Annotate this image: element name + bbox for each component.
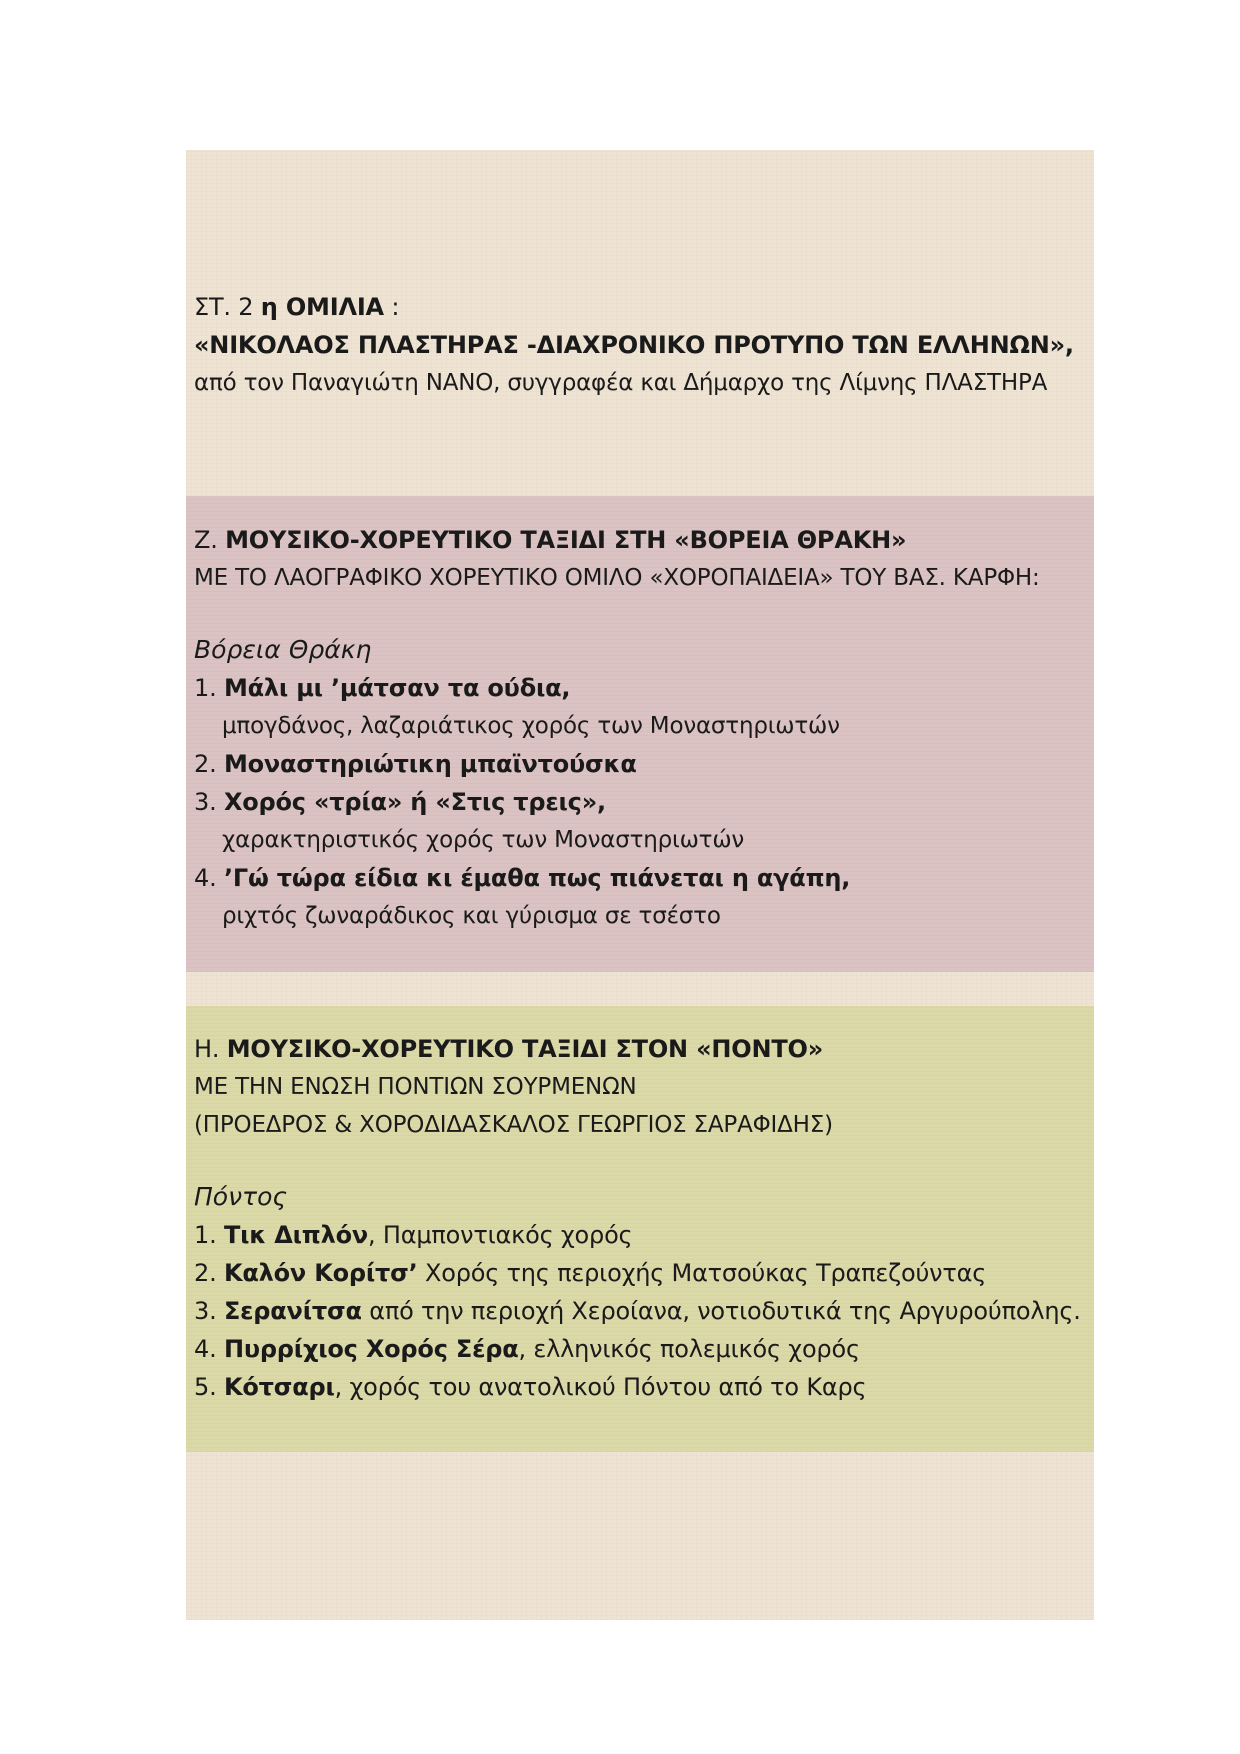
item-number: 4.: [194, 864, 217, 892]
section-h-item-3: [194, 1292, 1094, 1330]
item-number: 2.: [194, 750, 217, 778]
dance-description: , ελληνικός πολεμικός χορός: [518, 1335, 860, 1363]
item-number: 5.: [194, 1373, 217, 1401]
dance-description: μπογδάνος, λαζαριάτικος χορός των Μοναστηριωτών: [222, 713, 840, 739]
section-z-item-1: [194, 669, 1094, 745]
section-z-item-4: [194, 859, 1094, 935]
item-number: 2.: [194, 1259, 217, 1287]
section-z-item-3: [194, 783, 1094, 859]
section-h-item-2: [194, 1254, 1094, 1292]
section-st-heading: [194, 288, 1094, 326]
dance-name: ’Γώ τώρα είδια κι έμαθα πως πιάνεται η αγάπη,: [223, 864, 851, 892]
section-h-subtitle: ΜΕ ΤΗΝ ΕΝΩΣΗ ΠΟΝΤΙΩΝ ΣΟΥΡΜΕΝΩΝ: [194, 1074, 637, 1100]
section-h-item-1: [194, 1216, 1094, 1254]
section-z-item-2: [194, 745, 1094, 783]
section-st: [194, 288, 1094, 402]
section-h-prefix: Η.: [194, 1035, 220, 1063]
section-st-prefix: ΣΤ. 2: [194, 293, 254, 321]
section-z-subtitle: ΜΕ ΤΟ ΛΑΟΓΡΑΦΙΚΟ ΧΟΡΕΥΤΙΚΟ ΟΜΙΛΟ «ΧΟΡΟΠΑΙΔΕΙΑ» ΤΟΥ ΒΑΣ. ΚΑΡΦΗ:: [194, 565, 1040, 591]
section-h-region: Πόντος: [194, 1182, 288, 1211]
dance-description: ριχτός ζωναράδικος και γύρισμα σε τσέστο: [222, 903, 721, 929]
section-st-byline: από τον Παναγιώτη ΝΑΝΟ, συγγραφέα και Δήμαρχο της Λίμνης ΠΛΑΣΤΗΡΑ: [194, 370, 1048, 396]
dance-name: Καλόν Κορίτσ’: [223, 1259, 418, 1287]
section-st-label-suffix: :: [383, 293, 400, 321]
section-z: [194, 521, 1094, 935]
dance-name: Μάλι μι ’μάτσαν τα ούδια,: [223, 674, 571, 702]
dance-name: Κότσαρι: [223, 1373, 335, 1401]
dance-name: Μοναστηριώτικη μπαϊντούσκα: [223, 750, 637, 778]
dance-description: , Παμποντιακός χορός: [368, 1221, 633, 1249]
section-h-item-4: [194, 1330, 1094, 1368]
dance-name: Σερανίτσα: [223, 1297, 362, 1325]
section-z-region: Βόρεια Θράκη: [194, 635, 372, 664]
dance-description: από την περιοχή Χεροίανα, νοτιοδυτικά της Αργυρούπολης.: [361, 1297, 1081, 1325]
section-h-title: ΜΟΥΣΙΚΟ-ΧΟΡΕΥΤΙΚΟ ΤΑΞΙΔΙ ΣΤΟΝ «ΠΟΝΤΟ»: [226, 1035, 824, 1063]
section-z-title: ΜΟΥΣΙΚΟ-ΧΟΡΕΥΤΙΚΟ ΤΑΞΙΔΙ ΣΤΗ «ΒΟΡΕΙΑ ΘΡΑΚΗ»: [225, 526, 907, 554]
section-z-prefix: Ζ.: [194, 526, 218, 554]
section-h: [194, 1030, 1094, 1406]
section-h-subtitle-2: (ΠΡΟΕΔΡΟΣ & ΧΟΡΟΔΙΔΑΣΚΑΛΟΣ ΓΕΩΡΓΙΟΣ ΣΑΡΑΦΙΔΗΣ): [194, 1112, 833, 1138]
dance-description: χαρακτηριστικός χορός των Μοναστηριωτών: [222, 827, 745, 853]
item-number: 1.: [194, 1221, 217, 1249]
program-sheet: [186, 150, 1094, 1620]
item-number: 3.: [194, 1297, 217, 1325]
dance-name: Χορός «τρία» ή «Στις τρεις»,: [223, 788, 606, 816]
item-number: 3.: [194, 788, 217, 816]
section-h-item-5: [194, 1368, 1094, 1406]
section-z-heading: [194, 521, 1094, 559]
dance-name: Πυρρίχιος Χορός Σέρα: [223, 1335, 519, 1363]
section-h-heading: [194, 1030, 1094, 1068]
section-st-label: η ΟΜΙΛΙΑ: [260, 293, 384, 321]
dance-name: Τικ Διπλόν: [223, 1221, 369, 1249]
item-number: 4.: [194, 1335, 217, 1363]
dance-description: , χορός του ανατολικού Πόντου από το Καρς: [334, 1373, 867, 1401]
dance-description: Χορός της περιοχής Ματσούκας Τραπεζούντας: [417, 1259, 987, 1287]
item-number: 1.: [194, 674, 217, 702]
section-st-title: «ΝΙΚΟΛΑΟΣ ΠΛΑΣΤΗΡΑΣ -ΔΙΑΧΡΟΝΙΚΟ ΠΡΟΤΥΠΟ ΤΩΝ ΕΛΛΗΝΩΝ»,: [194, 331, 1074, 359]
